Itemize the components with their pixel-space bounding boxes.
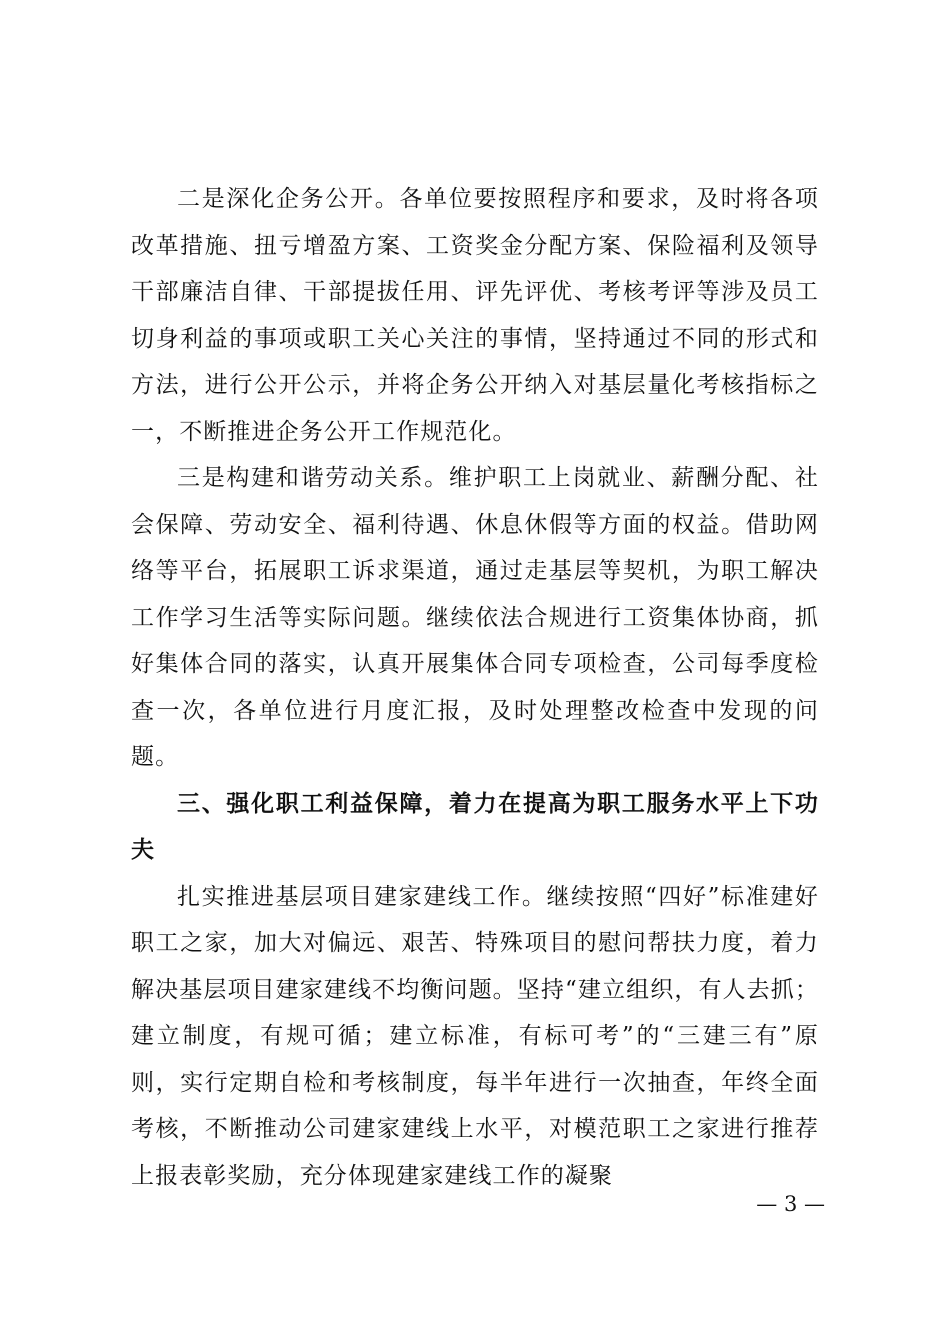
paragraph-harmonious-labor-relations: 三是构建和谐劳动关系。维护职工上岗就业、薪酬分配、社会保障、劳动安全、福利待遇、休息休假等方面的权益。借助网络等平台，拓展职工诉求渠道，通过走基层等契机，为职工解决工作学习生活等实际问题。继续依法合规进行工资集体协商，抓好集体合同的落实，认真开展集体合同专项检查，公司每季度检查一次，各单位进行月度汇报，及时处理整改检查中发现的问题。 xyxy=(131,465,819,770)
document-body xyxy=(131,176,819,1199)
paragraph-enterprise-affairs-disclosure: 二是深化企务公开。各单位要按照程序和要求，及时将各项改革措施、扭亏增盈方案、工资奖金分配方案、保险福利及领导干部廉洁自律、干部提拔任用、评先评优、考核考评等涉及员工切身利益的事项或职工关心关注的事情，坚持通过不同的形式和方法，进行公开公示，并将企务公开纳入对基层量化考核指标之一，不断推进企务公开工作规范化。 xyxy=(131,186,819,445)
paragraph-grassroots-project-building: 扎实推进基层项目建家建线工作。继续按照“四好”标准建好职工之家，加大对偏远、艰苦、特殊项目的慰问帮扶力度，着力解决基层项目建家建线不均衡问题。坚持“建立组织，有人去抓；建立制度，有规可循；建立标准，有标可考”的“三建三有”原则，实行定期自检和考核制度，每半年进行一次抽查，年终全面考核，不断推动公司建家建线上水平，对模范职工之家进行推荐上报表彰奖励，充分体现建家建线工作的凝聚 xyxy=(131,883,819,1189)
section-heading: 三、强化职工利益保障，着力在提高为职工服务水平上下功夫 xyxy=(131,790,819,863)
page-number: — 3 — xyxy=(756,1192,825,1216)
